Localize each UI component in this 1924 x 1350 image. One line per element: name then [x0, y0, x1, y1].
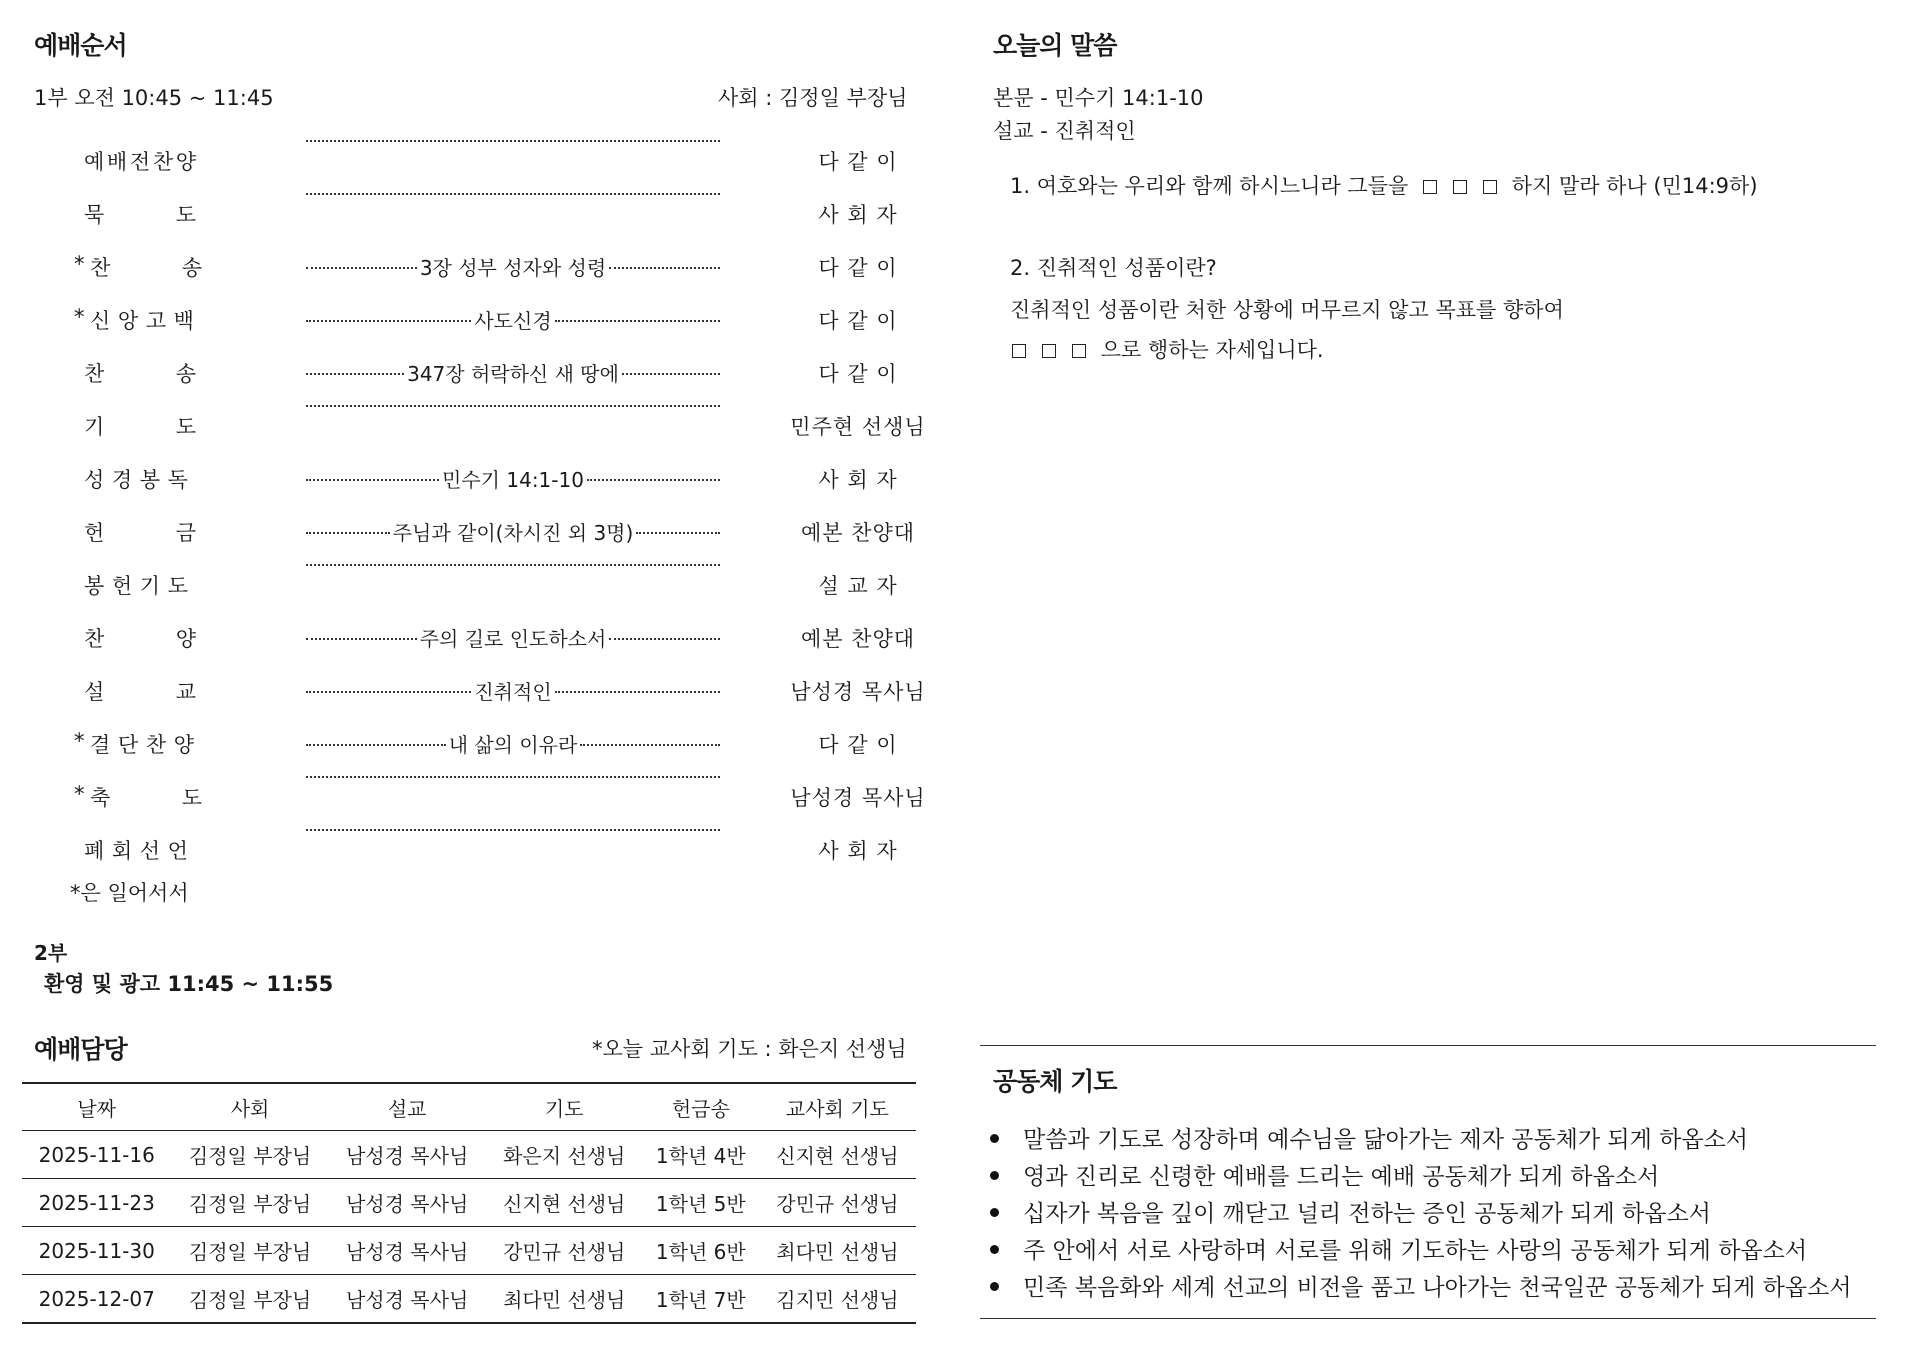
table-cell: 남성경 목사님 — [329, 1275, 486, 1324]
table-cell: 1학년 4반 — [643, 1131, 759, 1179]
table-cell: 김지민 선생님 — [759, 1275, 916, 1324]
order-item-detail: 347장 허락하신 새 땅에 — [303, 358, 723, 387]
prayer-text: 십자가 복음을 깊이 깨닫고 널리 전하는 증인 공동체가 되게 하옵소서 — [1023, 1201, 1711, 1227]
table-cell: 화은지 선생님 — [486, 1131, 643, 1179]
col-offering-song: 헌금송 — [643, 1083, 759, 1131]
order-row — [78, 411, 978, 441]
word-title: 오늘의 말씀 — [993, 31, 1117, 60]
order-item-label: 설 교 — [84, 680, 196, 704]
bullet-icon — [990, 1245, 999, 1254]
order-item-detail — [303, 146, 723, 148]
order-row — [78, 623, 978, 653]
order-row — [74, 252, 978, 282]
standing-mark: * — [74, 252, 85, 276]
table-cell: 신지현 선생님 — [759, 1131, 916, 1179]
order-item-detail — [303, 199, 723, 201]
table-cell: 1학년 5반 — [643, 1179, 759, 1227]
bullet-icon — [990, 1282, 999, 1291]
prayer-text: 민족 복음화와 세계 선교의 비전을 품고 나아가는 천국일꾼 공동체가 되게 하옵소서 — [1023, 1275, 1852, 1301]
order-row — [74, 729, 978, 759]
col-teacher-prayer: 교사회 기도 — [759, 1083, 916, 1131]
order-item-responsible: 사 회 자 — [818, 839, 898, 863]
duty-table — [22, 1082, 916, 1324]
order-row — [78, 146, 978, 176]
table-row — [22, 1275, 916, 1324]
order-item-label: 폐 회 선 언 — [84, 839, 188, 863]
order-item-detail — [303, 782, 723, 784]
blank-box — [1453, 180, 1467, 194]
prayer-text: 주 안에서 서로 사랑하며 서로를 위해 기도하는 사랑의 공동체가 되게 하옵소서 — [1023, 1238, 1808, 1264]
order-item-responsible: 설 교 자 — [818, 574, 898, 598]
order-item-responsible: 다 같 이 — [818, 256, 898, 280]
blank-box — [1042, 344, 1056, 358]
order-list — [74, 146, 978, 906]
list-item — [990, 1233, 1852, 1270]
col-sermon: 설교 — [329, 1083, 486, 1131]
host-info: 사회 : 김정일 부장님 — [718, 86, 908, 110]
order-title: 예배순서 — [34, 31, 127, 60]
order-item-detail: 진취적인 — [303, 676, 723, 705]
table-cell: 2025-12-07 — [22, 1275, 171, 1324]
order-row — [78, 358, 978, 388]
list-item — [990, 1196, 1852, 1233]
order-item-responsible: 다 같 이 — [818, 309, 898, 333]
order-item-responsible: 다 같 이 — [818, 362, 898, 386]
part1-time: 1부 오전 10:45 ~ 11:45 — [34, 86, 274, 110]
part2-item: 환영 및 광고 11:45 ~ 11:55 — [44, 972, 334, 996]
table-row — [22, 1227, 916, 1275]
table-cell: 남성경 목사님 — [329, 1131, 486, 1179]
table-cell: 김정일 부장님 — [171, 1275, 328, 1324]
part2-label: 2부 — [34, 941, 68, 965]
list-item — [990, 1270, 1852, 1307]
order-item-detail — [303, 835, 723, 837]
order-item-detail: 주님과 같이(차시진 외 3명) — [303, 517, 723, 546]
order-item-responsible: 사 회 자 — [818, 468, 898, 492]
prayer-text: 말씀과 기도로 성장하며 예수님을 닮아가는 제자 공동체가 되게 하옵소서 — [1023, 1127, 1749, 1153]
table-cell: 2025-11-16 — [22, 1131, 171, 1179]
order-item-detail: 주의 길로 인도하소서 — [303, 623, 723, 652]
order-item-responsible: 다 같 이 — [818, 733, 898, 757]
table-cell: 2025-11-23 — [22, 1179, 171, 1227]
col-host: 사회 — [171, 1083, 328, 1131]
blank-box — [1483, 180, 1497, 194]
scripture-text: 본문 - 민수기 14:1-10 — [993, 86, 1204, 110]
table-cell: 김정일 부장님 — [171, 1179, 328, 1227]
prayer-text: 영과 진리로 신령한 예배를 드리는 예배 공동체가 되게 하옵소서 — [1023, 1164, 1660, 1190]
list-item — [990, 1122, 1852, 1159]
question-2-line-2 — [1010, 334, 1324, 364]
duty-title: 예배담당 — [34, 1035, 127, 1064]
sermon-title: 설교 - 진취적인 — [993, 119, 1136, 143]
question-2-title: 2. 진취적인 성품이란? — [1010, 256, 1217, 280]
order-item-label: 헌 금 — [84, 521, 196, 545]
blank-box — [1012, 344, 1026, 358]
duty-table-header — [22, 1083, 916, 1131]
table-cell: 2025-11-30 — [22, 1227, 171, 1275]
col-prayer: 기도 — [486, 1083, 643, 1131]
question-2-line-1: 진취적인 성품이란 처한 상황에 머무르지 않고 목표를 향하여 — [1010, 298, 1564, 322]
order-item-responsible: 예본 찬양대 — [800, 521, 916, 545]
order-row — [74, 305, 978, 335]
table-row — [22, 1179, 916, 1227]
order-item-responsible: 예본 찬양대 — [800, 627, 916, 651]
order-item-label: 기 도 — [84, 415, 196, 439]
table-cell: 강민규 선생님 — [759, 1179, 916, 1227]
order-item-detail: 내 삶의 이유라 — [303, 729, 723, 758]
divider-top — [980, 1045, 1876, 1046]
order-item-responsible: 민주현 선생님 — [790, 415, 926, 439]
question-1-text: 1. 여호와는 우리와 함께 하시느니라 그들을 — [1010, 174, 1409, 198]
table-cell: 신지현 선생님 — [486, 1179, 643, 1227]
order-item-detail — [303, 570, 723, 572]
order-item-label: 봉 헌 기 도 — [84, 574, 188, 598]
bullet-icon — [990, 1171, 999, 1180]
table-row — [22, 1131, 916, 1179]
order-item-detail: 3장 성부 성자와 성령 — [303, 252, 723, 281]
order-row — [74, 782, 978, 812]
question-2-text-end: 으로 행하는 자세입니다. — [1100, 338, 1324, 362]
teacher-prayer-note: *오늘 교사회 기도 : 화은지 선생님 — [592, 1037, 907, 1061]
order-item-responsible: 남성경 목사님 — [790, 680, 926, 704]
standing-mark: * — [74, 729, 85, 753]
standing-note: *은 일어서서 — [70, 881, 189, 905]
bullet-icon — [990, 1134, 999, 1143]
standing-mark: * — [74, 782, 85, 806]
order-item-label: 축 도 — [90, 786, 202, 810]
order-row — [78, 517, 978, 547]
table-cell: 남성경 목사님 — [329, 1179, 486, 1227]
order-row — [78, 676, 978, 706]
order-item-detail: 사도신경 — [303, 305, 723, 334]
order-item-responsible: 다 같 이 — [818, 150, 898, 174]
order-item-responsible: 사 회 자 — [818, 203, 898, 227]
table-cell: 1학년 7반 — [643, 1275, 759, 1324]
community-title: 공동체 기도 — [993, 1067, 1117, 1096]
prayer-list — [990, 1122, 1852, 1307]
order-item-label: 찬 양 — [84, 627, 196, 651]
order-item-label: 예 배 전 찬 양 — [84, 150, 196, 174]
order-item-label: 결 단 찬 양 — [90, 733, 194, 757]
order-row — [78, 570, 978, 600]
blank-box — [1072, 344, 1086, 358]
order-item-label: 찬 송 — [90, 256, 202, 280]
table-cell: 김정일 부장님 — [171, 1131, 328, 1179]
bullet-icon — [990, 1208, 999, 1217]
question-1 — [1010, 170, 1758, 200]
standing-mark: * — [74, 305, 85, 329]
order-row — [78, 464, 978, 494]
order-item-label: 묵 도 — [84, 203, 196, 227]
order-row — [78, 199, 978, 229]
order-item-responsible: 남성경 목사님 — [790, 786, 926, 810]
order-item-detail — [303, 411, 723, 413]
order-row — [78, 835, 978, 865]
table-cell: 김정일 부장님 — [171, 1227, 328, 1275]
col-date: 날짜 — [22, 1083, 171, 1131]
order-item-label: 성 경 봉 독 — [84, 468, 188, 492]
table-cell: 강민규 선생님 — [486, 1227, 643, 1275]
table-cell: 최다민 선생님 — [486, 1275, 643, 1324]
order-item-label: 신 앙 고 백 — [90, 309, 194, 333]
order-item-label: 찬 송 — [84, 362, 196, 386]
table-cell: 최다민 선생님 — [759, 1227, 916, 1275]
blank-box — [1423, 180, 1437, 194]
list-item — [990, 1159, 1852, 1196]
table-cell: 1학년 6반 — [643, 1227, 759, 1275]
table-cell: 남성경 목사님 — [329, 1227, 486, 1275]
divider-bottom — [980, 1318, 1876, 1319]
question-1-text-end: 하지 말라 하나 (민14:9하) — [1511, 174, 1758, 198]
order-item-detail: 민수기 14:1-10 — [303, 464, 723, 493]
